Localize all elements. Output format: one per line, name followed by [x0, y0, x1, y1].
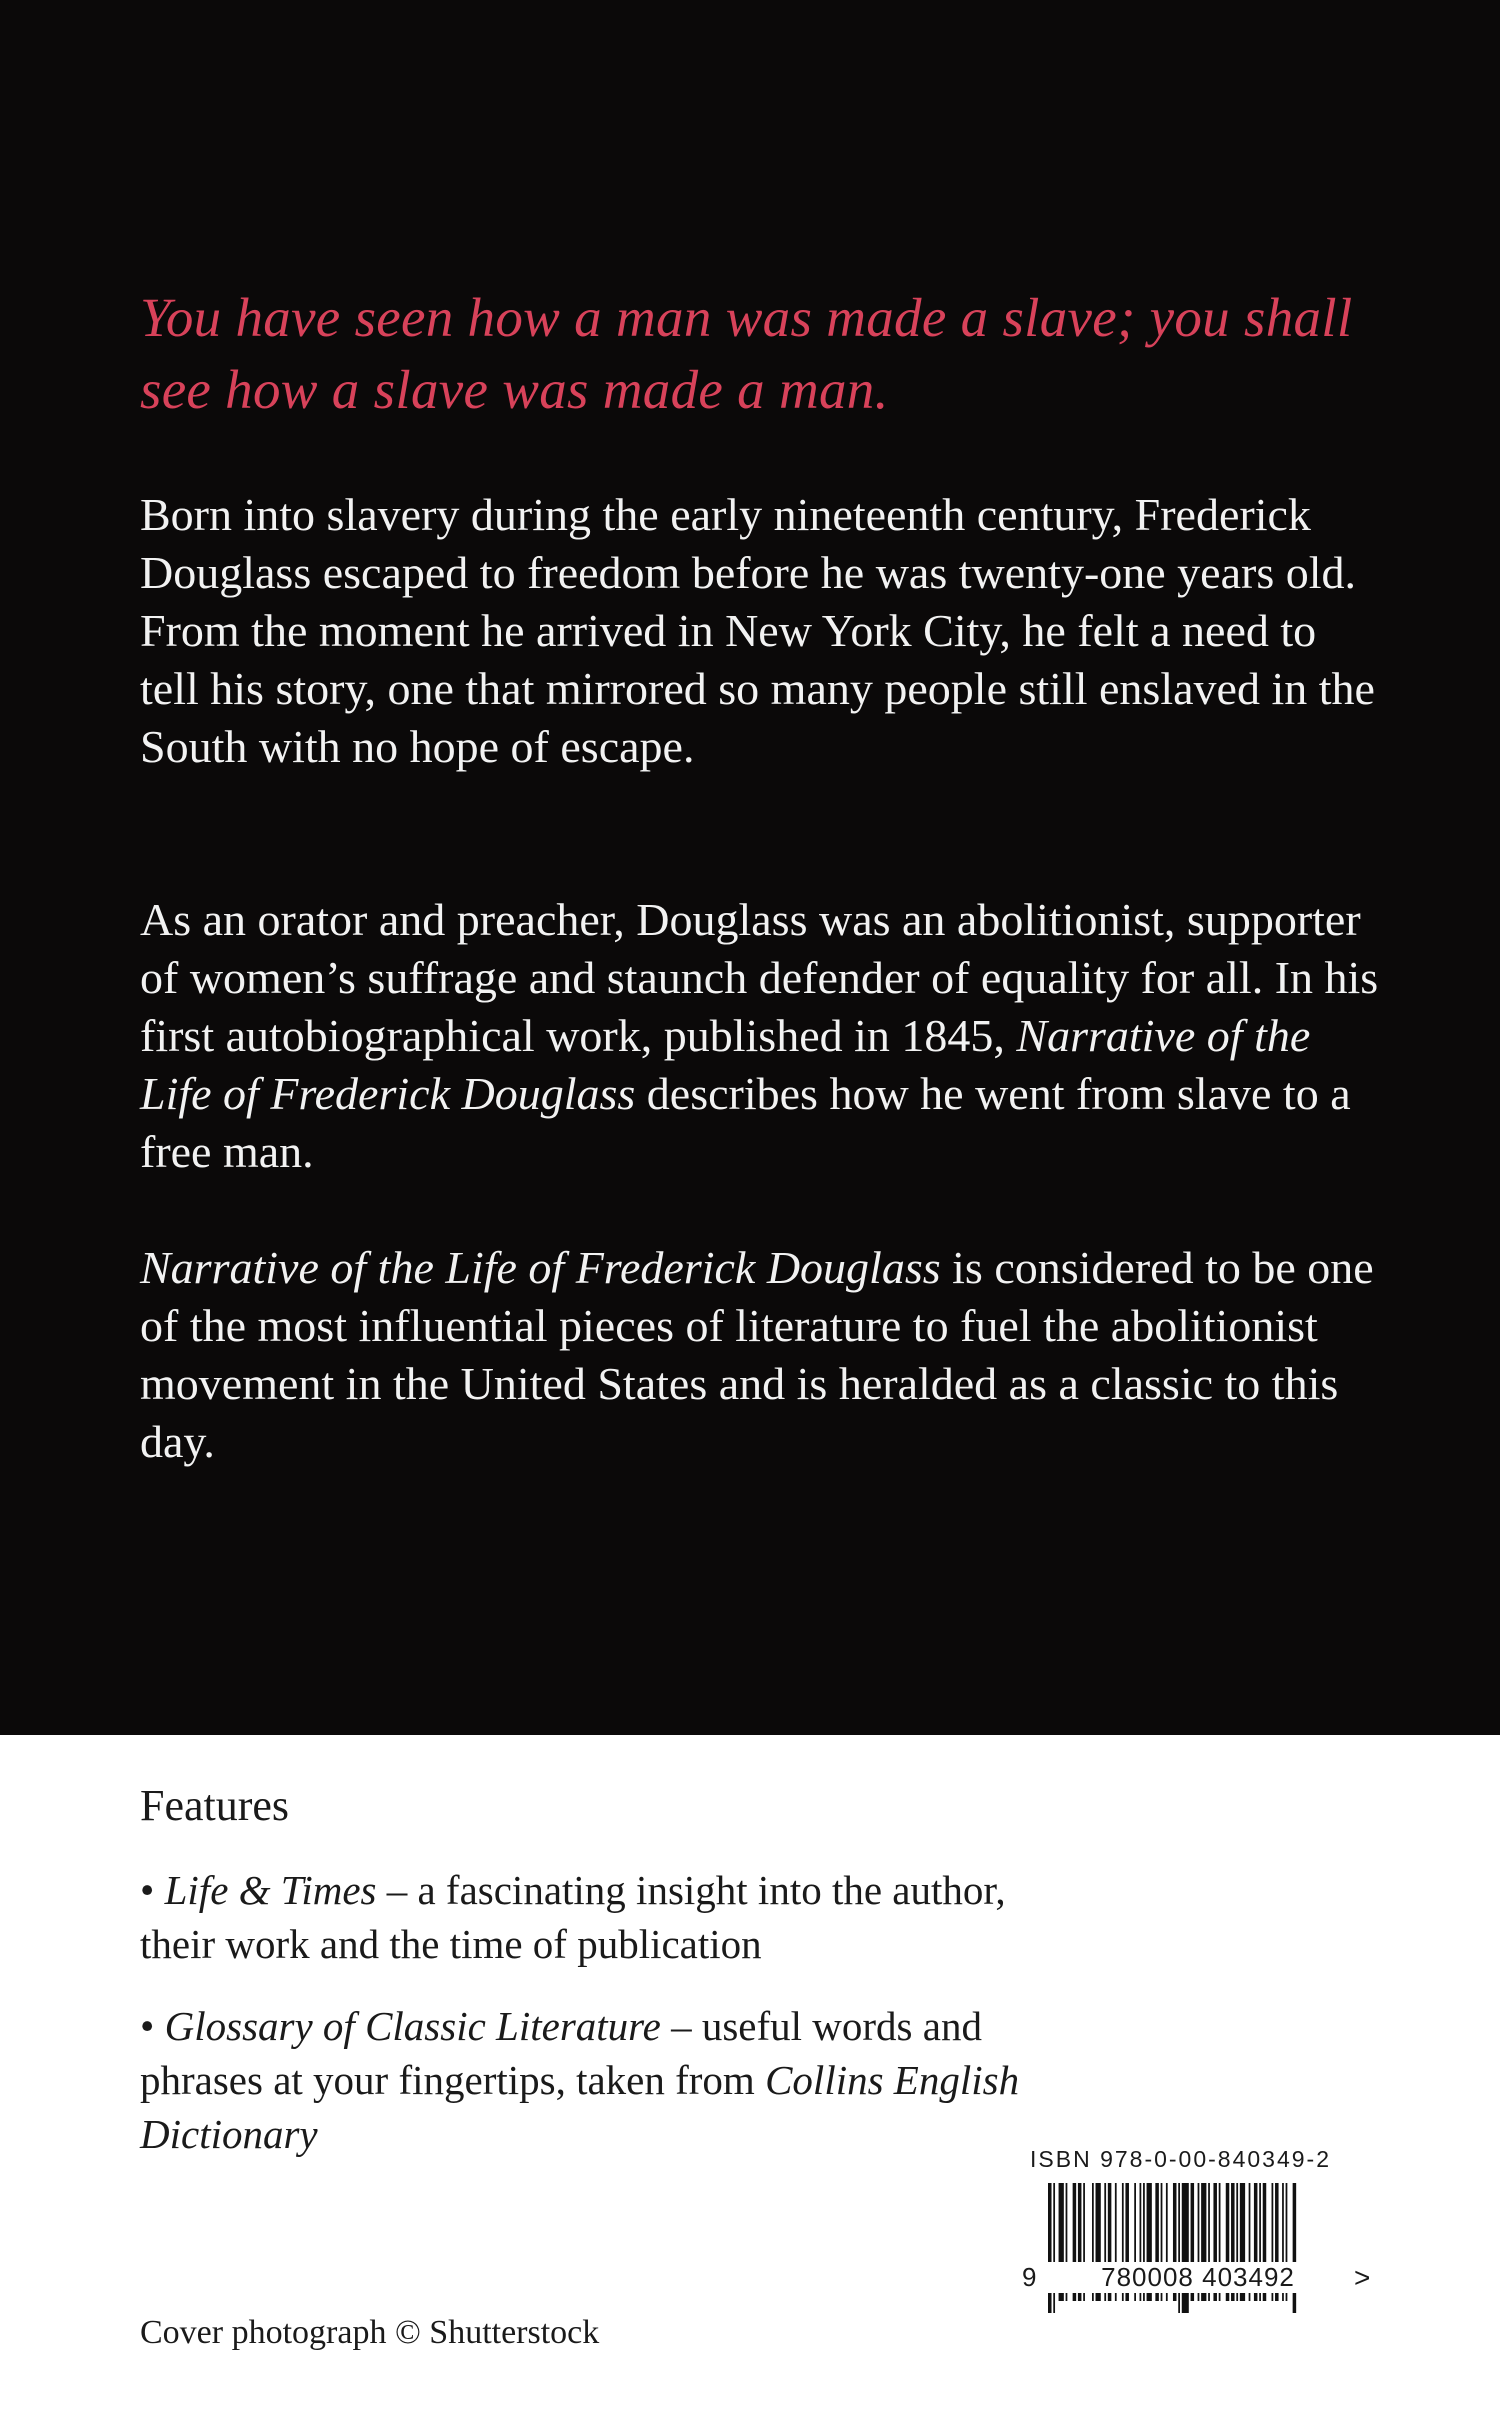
feature-item-life-and-times: [140, 1863, 1020, 1971]
isbn-label: ISBN 978-0-00-840349-2: [1030, 2146, 1331, 2172]
blurb-paragraph-3: [140, 1239, 1380, 1471]
blurb-paragraph-1: Born into slavery during the early nineteenth century, Frederick Douglass escaped to freedom before he was twenty-one years old. From the moment he arrived in New York City, he felt a need to tell his story, one that mirrored so many people still enslaved in the South with no hope of escape.: [140, 489, 1375, 772]
barcode-number: 780008 403492: [1048, 2262, 1348, 2293]
book-title: Narrative of the Life of Frederick Douglass: [140, 1010, 1311, 1119]
book-title: Narrative of the Life of Frederick Douglass: [140, 1242, 941, 1293]
dictionary-title: Collins English Dictionary: [140, 2057, 1020, 2157]
blurb-paragraph-2: [140, 891, 1380, 1181]
paragraph-3-text: is considered to be one of the most influential pieces of literature to fuel the abolitionist movement in the United States and is heralded as a classic to this day.: [140, 1242, 1374, 1467]
feature-title: Life & Times: [164, 1867, 377, 1913]
barcode-digits: [1022, 2262, 1382, 2302]
bullet: •: [140, 2003, 165, 2049]
feature-description: – a fascinating insight into the author, their work and the time of publication: [140, 1867, 1006, 1967]
feature-title: Glossary of Classic Literature: [164, 2003, 661, 2049]
bullet: •: [140, 1867, 165, 1913]
feature-item-glossary: [140, 1999, 1020, 2161]
paragraph-2-text-end: describes how he went from slave to a free man.: [140, 1068, 1351, 1177]
barcode-first-digit: 9: [1022, 2262, 1037, 2292]
paragraph-2-text: As an orator and preacher, Douglass was an abolitionist, supporter of women’s suffrage and staunch defender of equality for all. In his first autobiographical work, published in 1845,: [140, 894, 1379, 1061]
features-heading: Features: [140, 1781, 290, 1830]
barcode-arrow: >: [1354, 2262, 1371, 2293]
feature-description: – useful words and phrases at your fingertips, taken from: [140, 2003, 982, 2103]
tagline-quote: You have seen how a man was made a slave; you shall see how a slave was made a man.: [140, 287, 1353, 420]
photo-credit: Cover photograph © Shutterstock: [140, 2314, 600, 2351]
